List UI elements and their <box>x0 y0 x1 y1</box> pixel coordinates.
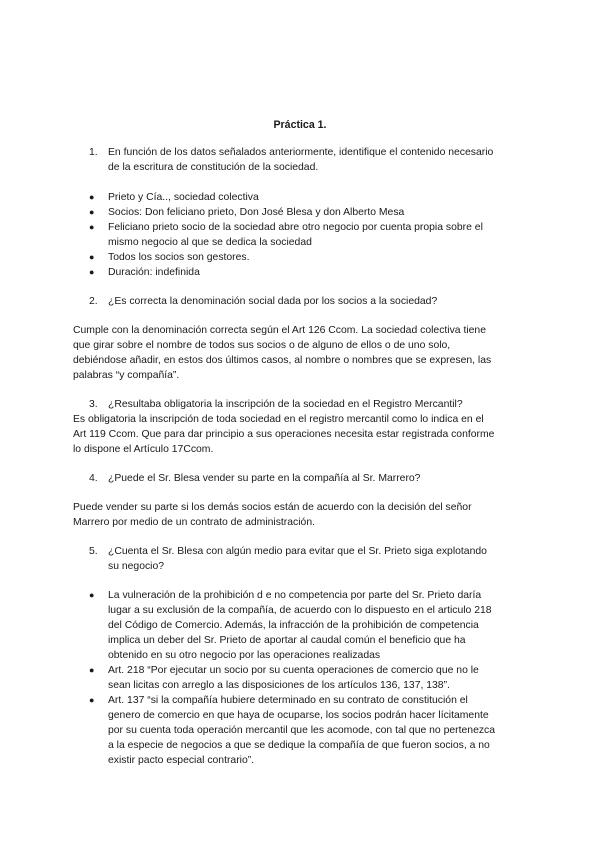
question-number: 1. <box>89 147 98 158</box>
list-item-continuation: a la especie de negocios a que se dedique la compañía de que fueron socios, a no <box>108 740 490 751</box>
question-text-line: En función de los datos señalados anteriormente, identifique el contenido necesario <box>108 147 494 158</box>
bullet-marker: ● <box>89 590 95 600</box>
answer-line: Es obligatoria la inscripción de toda sociedad en el registro mercantil como lo indica en el <box>73 414 484 425</box>
list-item: Art. 218 “Por ejecutar un socio por su cuenta operaciones de comercio que no le <box>108 665 479 676</box>
list-item-continuation: mismo negocio al que se dedica la sociedad <box>108 237 312 248</box>
list-item-continuation: por su cuenta toda operación mercantil que les acomode, con tal que no pertenezca <box>108 725 496 736</box>
question-text-line: su negocio? <box>108 561 165 572</box>
bullet-marker: ● <box>89 222 95 232</box>
answer-line: palabras “y compañía”. <box>73 370 180 381</box>
list-item: La vulneración de la prohibición d e no competencia por parte del Sr. Prieto daría <box>108 590 482 601</box>
answer-line: Marrero por medio de un contrato de administración. <box>73 517 315 528</box>
answer-line: lo dispone el Artículo 17Ccom. <box>73 444 214 455</box>
list-item-continuation: lugar a su exclusión de la compañía, de acuerdo con lo dispuesto en el articulo 218 <box>108 605 492 616</box>
list-item-continuation: genero de comercio en que haya de ocuparse, los socios podrán hacer lícitamente <box>108 710 489 721</box>
bullet-marker: ● <box>89 207 95 217</box>
list-item: Socios: Don feliciano prieto, Don José Blesa y don Alberto Mesa <box>108 207 405 218</box>
question-text-line: ¿Es correcta la denominación social dada por los socios a la sociedad? <box>108 296 438 307</box>
bullet-marker: ● <box>89 267 95 277</box>
question-number: 3. <box>89 399 98 410</box>
question-number: 2. <box>89 296 98 307</box>
question-number: 4. <box>89 473 98 484</box>
bullet-marker: ● <box>89 695 95 705</box>
bullet-marker: ● <box>89 252 95 262</box>
answer-line: Puede vender su parte si los demás socios están de acuerdo con la decisión del señor <box>73 502 472 513</box>
question-number: 5. <box>89 546 98 557</box>
answer-line: debiéndose añadir, en estos dos últimos casos, al nombre o nombres que se expresen, las <box>73 355 492 366</box>
answer-line: Art 119 Ccom. Que para dar principio a sus operaciones necesita estar registrada conforme <box>73 429 495 440</box>
list-item: Todos los socios son gestores. <box>108 252 250 263</box>
question-text-line: ¿Resultaba obligatoria la inscripción de la sociedad en el Registro Mercantil? <box>108 399 463 410</box>
question-text-line: ¿Puede el Sr. Blesa vender su parte en la compañía al Sr. Marrero? <box>108 473 421 484</box>
question-text-line: ¿Cuenta el Sr. Blesa con algún medio para evitar que el Sr. Prieto siga explotando <box>108 546 487 557</box>
list-item-continuation: del Código de Comercio. Además, la infracción de la prohibición de competencia <box>108 620 479 631</box>
bullet-marker: ● <box>89 192 95 202</box>
bullet-marker: ● <box>89 665 95 675</box>
answer-line: Cumple con la denominación correcta según el Art 126 Ccom. La sociedad colectiva tiene <box>73 325 486 336</box>
list-item: Art. 137 “si la compañía hubiere determinado en su contrato de constitución el <box>108 695 468 706</box>
list-item: Duración: indefinida <box>108 267 200 278</box>
question-text-line: de la escritura de constitución de la sociedad. <box>108 162 319 173</box>
list-item-continuation: implica un deber del Sr. Prieto de aportar al caudal común el beneficio que ha <box>108 635 466 646</box>
list-item: Prieto y Cía.., sociedad colectiva <box>108 192 259 203</box>
answer-line: que girar sobre el nombre de todos sus socios o de alguno de ellos o de uno solo, <box>73 340 451 351</box>
list-item: Feliciano prieto socio de la sociedad abre otro negocio por cuenta propia sobre el <box>108 222 483 233</box>
list-item-continuation: existir pacto especial contrario”. <box>108 755 255 766</box>
list-item-continuation: obtenido en su otro negocio por las operaciones realizadas <box>108 650 381 661</box>
page-title: Práctica 1. <box>273 119 327 131</box>
list-item-continuation: sean licitas con arreglo a las disposiciones de los artículos 136, 137, 138”. <box>108 680 450 691</box>
